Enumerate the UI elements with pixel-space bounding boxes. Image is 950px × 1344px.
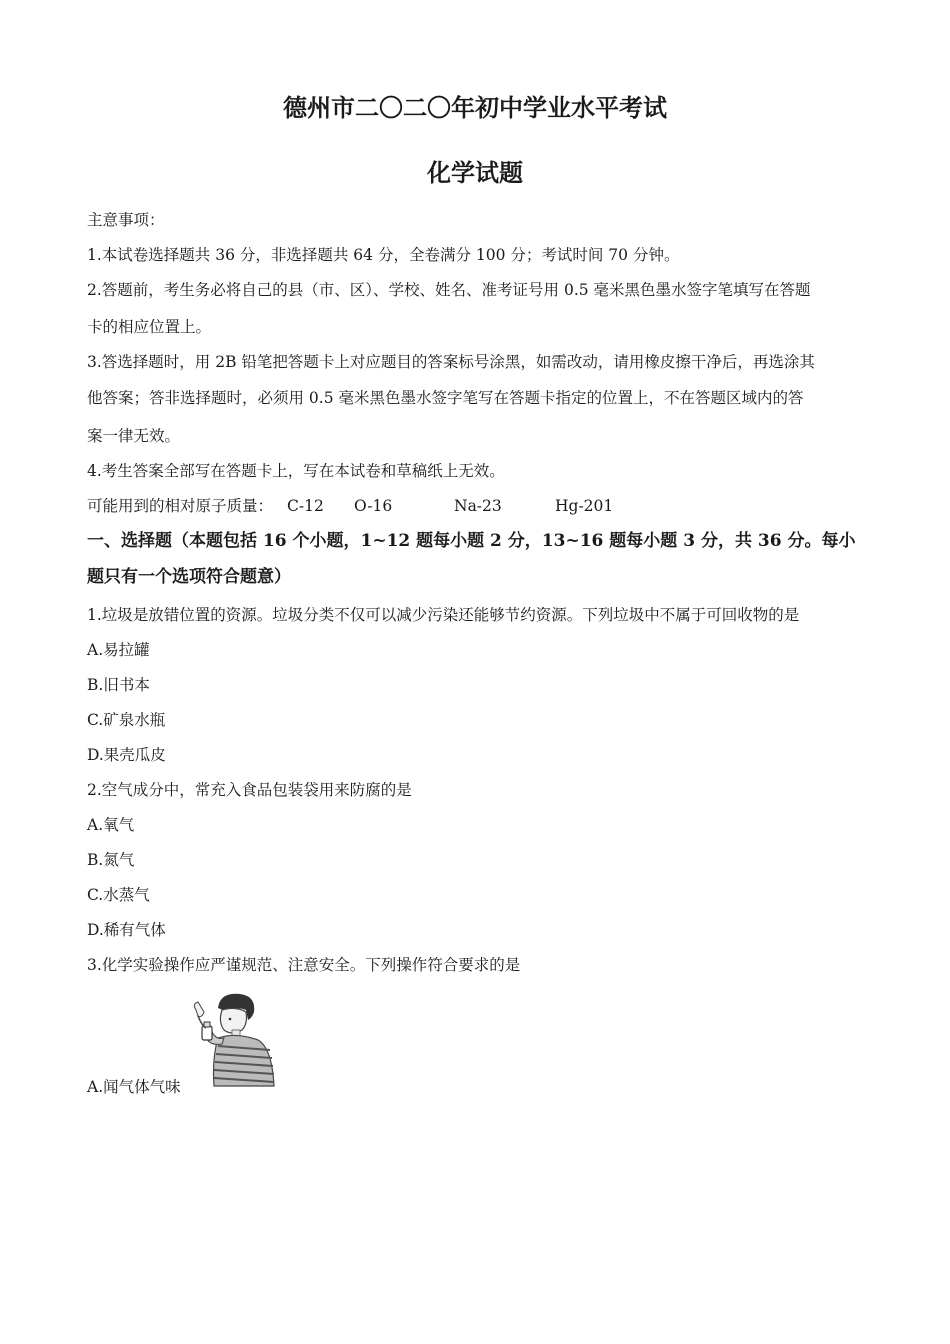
question-stem: 2.空气成分中，常充入食品包装袋用来防腐的是 xyxy=(87,781,412,799)
question-option: B.氮气 xyxy=(87,851,135,869)
note-line: 4.考生答案全部写在答题卡上，写在本试卷和草稿纸上无效。 xyxy=(87,462,505,480)
atomic-mass-value: C-12 xyxy=(287,497,324,515)
note-line: 1.本试卷选择题共 36 分，非选择题共 64 分，全卷满分 100 分；考试时间 70 分钟。 xyxy=(87,246,680,264)
atomic-mass-label: 可能用到的相对原子质量： xyxy=(87,497,274,515)
question-option: D.果壳瓜皮 xyxy=(87,746,166,764)
smelling-gas-illustration xyxy=(188,988,280,1088)
question-option: C.水蒸气 xyxy=(87,886,150,904)
atomic-mass-value: O-16 xyxy=(354,497,393,515)
question-stem: 1.垃圾是放错位置的资源。垃圾分类不仅可以减少污染还能够节约资源。下列垃圾中不属于可回收物的是 xyxy=(87,606,800,624)
exam-title: 德州市二〇二〇年初中学业水平考试 xyxy=(283,94,667,122)
question-option: B.旧书本 xyxy=(87,676,150,694)
exam-subtitle: 化学试题 xyxy=(427,159,523,187)
note-line: 3.答选择题时，用 2B 铅笔把答题卡上对应题目的答案标号涂黑，如需改动，请用橡皮擦干净后，再选涂其 xyxy=(87,353,815,371)
section-heading: 题只有一个选项符合题意） xyxy=(87,567,291,587)
question-option: D.稀有气体 xyxy=(87,921,166,939)
note-line: 2.答题前，考生务必将自己的县（市、区）、学校、姓名、准考证号用 0.5 毫米黑色墨水签字笔填写在答题 xyxy=(87,281,811,299)
note-line: 他答案；答非选择题时，必须用 0.5 毫米黑色墨水签字笔写在答题卡指定的位置上，不在答题区域内的答 xyxy=(87,389,804,407)
question-option: A.闻气体气味 xyxy=(87,1078,181,1096)
notes-heading: 主意事项： xyxy=(87,211,165,229)
section-heading: 一、选择题（本题包括 16 个小题，1~12 题每小题 2 分，13~16 题每小题 3 分，共 36 分。每小 xyxy=(87,531,856,551)
question-stem: 3.化学实验操作应严谨规范、注意安全。下列操作符合要求的是 xyxy=(87,956,521,974)
question-option: A.氧气 xyxy=(87,816,135,834)
atomic-mass-value: Na-23 xyxy=(454,497,502,515)
atomic-mass-value: Hg-201 xyxy=(555,497,614,515)
note-line: 案一律无效。 xyxy=(87,427,181,445)
question-option: C.矿泉水瓶 xyxy=(87,711,166,729)
note-line: 卡的相应位置上。 xyxy=(87,318,212,336)
question-option: A.易拉罐 xyxy=(87,641,150,659)
